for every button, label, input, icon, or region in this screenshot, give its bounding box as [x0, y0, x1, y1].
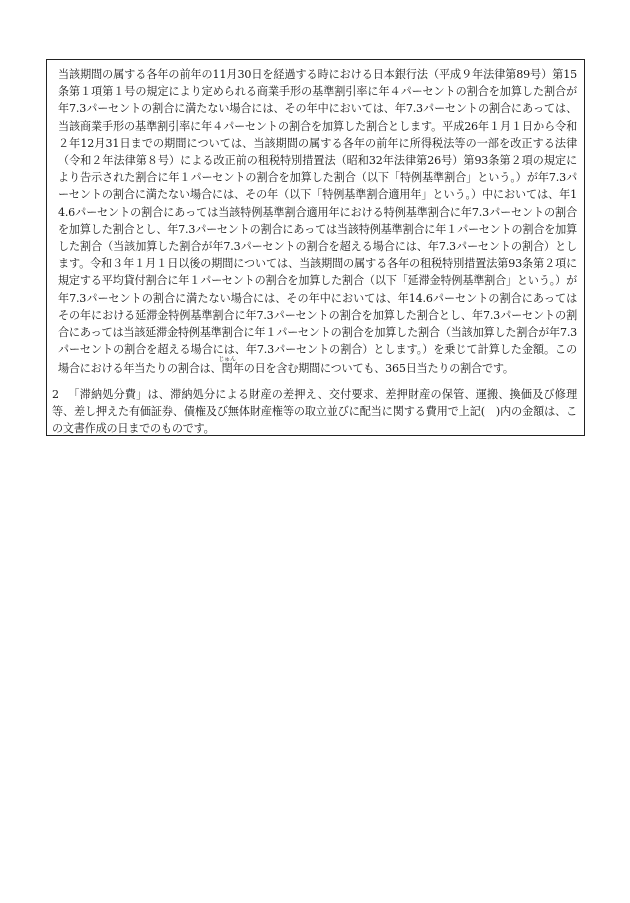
paragraph1-text-after: 年の日を含む期間についても、365日当たりの割合です。 [232, 362, 514, 376]
paragraph2-number: 2 [52, 388, 59, 401]
paragraph1-text: 当該期間の属する各年の前年の11月30日を経過する時における日本銀行法（平成９年法律第89号）第15条第１項第１号の規定により定められる商業手形の基準割引率に年４パーセントの割合を加算した割合が年7.3パーセントの割合に満たない場合には、その年中においては、年7.3パーセントの割合にあっては、当該商業手形の基準割引率に年４パーセントの割合を加算した割合とします。平成26年１月１日から令和２年12月31日までの期間については、当該期間の属する各年の前年に所得税法等の一部を改正する法律（令和２年法律第８号）による改正前の租税特別措置法（昭和32年法律第26号）第93条第２項の規定により告示された割合に年１パーセントの割合を加算した割合（以下「特例基準割合」という。）が年7.3パーセントの割合に満たない場合には、その年（以下「特例基準割合適用年」という。）中においては、年14.6パーセントの割合にあっては当該特例基準割合適用年における特例基準割合に年7.3パーセントの割合を加算した割合とし、年7.3パーセントの割合にあっては当該特例基準割合に年１パーセントの割合を加算した割合（当該加算した割合が年7.3パーセントの割合を超える場合には、年7.3パーセントの割合）とします。令和３年１月１日以後の期間については、当該期間の属する各年の租税特別措置法第93条第２項に規定する平均貸付割合に年１パーセントの割合を加算した割合（以下「延滞金特例基準割合」という。）が年7.3パーセントの割合に満たない場合には、その年中においては、年14.6パーセントの割合にあってはその年における延滞金特例基準割合に年7.3パーセントの割合を加算した割合とし、年7.3パーセントの割合にあっては当該延滞金特例基準割合に年１パーセントの割合を加算した割合（当該加算した割合が年7.3パーセントの割合を超える場合には、年7.3パーセントの割合）とします。）を乗じて計算した金額。この場合における年当たりの割合は、 [58, 68, 577, 376]
leap-year-ruby [218, 356, 236, 376]
paragraph2-text: 「滞納処分費」は、滞納処分による財産の差押え、交付要求、差押財産の保管、運搬、換価及び修理等、差し押えた有価証券、債権及び無体財産権等の取立並びに配当に関する費用で上記( )内の金額は、この文書作成の日までのものです。 [52, 388, 577, 436]
ruby-reading: じゅん [218, 356, 236, 364]
interest-rate-paragraph [58, 66, 577, 377]
ruby-base: 閏 [218, 362, 236, 376]
disposition-cost-paragraph [52, 386, 577, 438]
